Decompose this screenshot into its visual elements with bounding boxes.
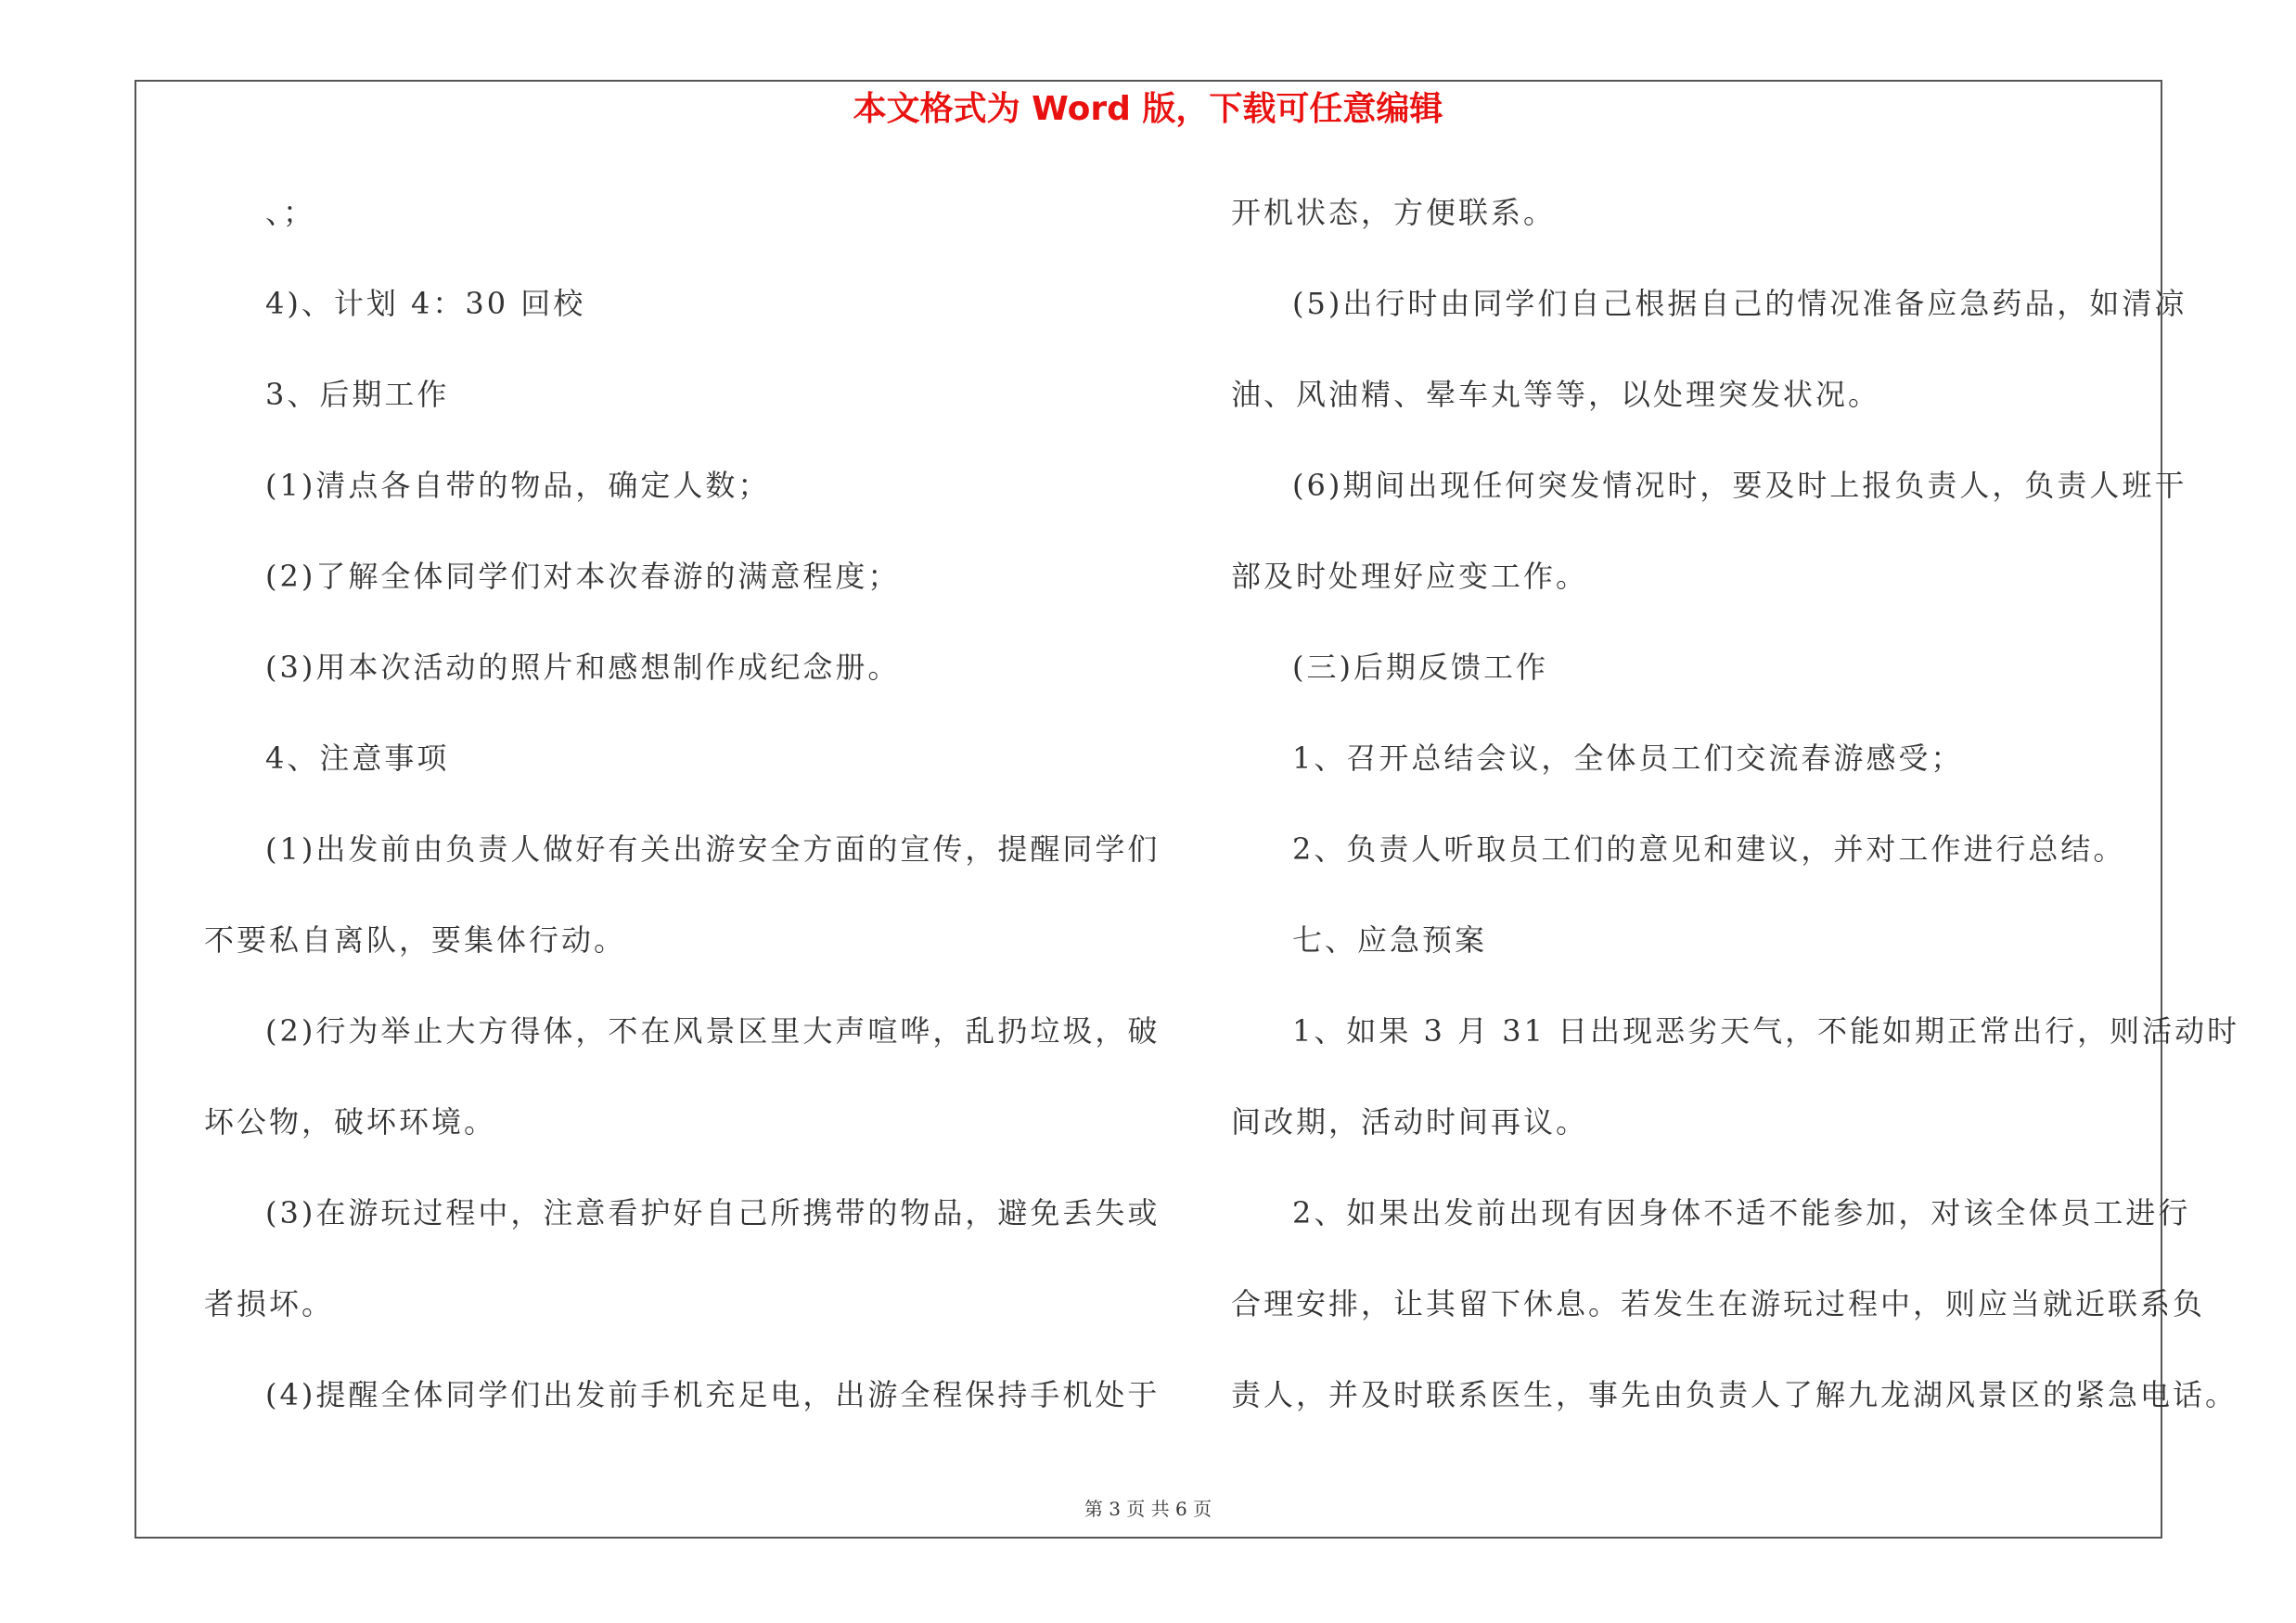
text-line: 不要私自离队，要集体行动。 [204,922,627,958]
text-line: (6)期间出现任何突发情况时，要及时上报负责人，负责人班干 [1292,468,2187,503]
text-line: (2)行为举止大方得体，不在风景区里大声喧哗，乱扔垃圾，破 [265,1013,1161,1049]
text-line: 4)、计划 4：30 回校 [265,286,586,321]
text-line: 4、注意事项 [265,741,450,776]
text-line: (1)清点各自带的物品，确定人数； [265,468,771,503]
text-line: 者损坏。 [204,1286,335,1321]
text-line: (2)了解全体同学们对本次春游的满意程度； [265,559,901,594]
text-line: 油、风油精、晕车丸等等，以处理突发状况。 [1231,377,1881,412]
text-line: 、； [265,195,316,230]
right-text-column [1231,183,2240,1456]
text-line: 2、负责人听取员工们的意见和建议，并对工作进行总结。 [1292,831,2126,867]
text-line: (3)在游玩过程中，注意看护好自己所携带的物品，避免丢失或 [265,1195,1161,1230]
format-banner: 本文格式为 Word 版，下载可任意编辑 [853,90,1443,128]
text-line: (4)提醒全体同学们出发前手机充足电，出游全程保持手机处于 [265,1377,1161,1412]
text-line: 责人，并及时联系医生，事先由负责人了解九龙湖风景区的紧急电话。 [1231,1377,2238,1412]
text-line: 七、应急预案 [1292,922,1488,958]
text-line: (3)用本次活动的照片和感想制作成纪念册。 [265,650,901,685]
text-line: 1、召开总结会议，全体员工们交流春游感受； [1292,741,1964,776]
text-line: 部及时处理好应变工作。 [1231,559,1589,594]
text-line: (5)出行时由同学们自己根据自己的情况准备应急药品，如清凉 [1292,286,2187,321]
text-line: 1、如果 3 月 31 日出现恶劣天气，不能如期正常出行，则活动时 [1292,1013,2240,1049]
text-line: 开机状态，方便联系。 [1231,195,1557,230]
text-line: (三)后期反馈工作 [1292,650,1548,685]
text-line: (1)出发前由负责人做好有关出游安全方面的宣传，提醒同学们 [265,831,1161,867]
text-line: 坏公物，破坏环境。 [204,1104,497,1140]
page-number-footer: 第 3 页 共 6 页 [1084,1498,1212,1520]
text-line: 合理安排，让其留下休息。若发生在游玩过程中，则应当就近联系负 [1231,1286,2206,1321]
left-text-column [204,183,1161,1456]
text-line: 2、如果出发前出现有因身体不适不能参加，对该全体员工进行 [1292,1195,2191,1230]
text-line: 3、后期工作 [265,377,450,412]
text-line: 间改期，活动时间再议。 [1231,1104,1589,1140]
